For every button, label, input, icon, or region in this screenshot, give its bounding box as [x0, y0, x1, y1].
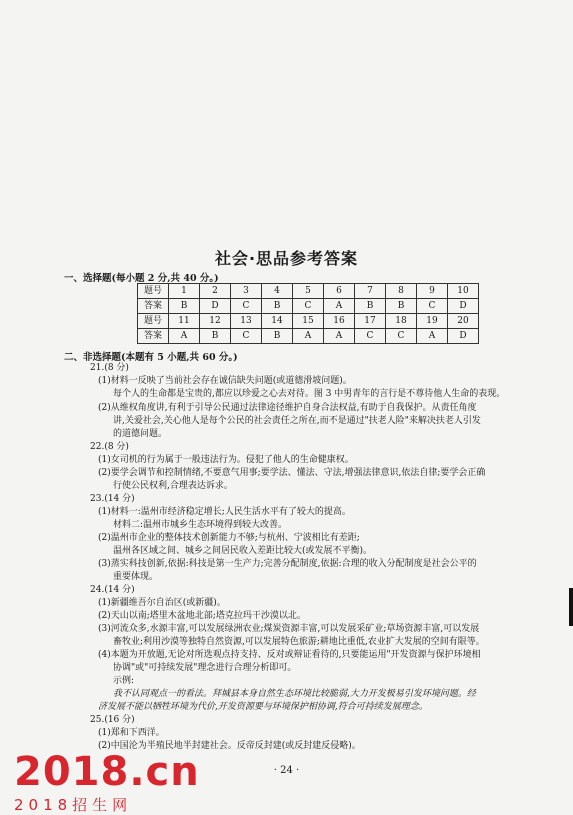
- text-line: 我不认同观点一的看法。拜城县本身自然生态环境比较脆弱,大力开发极易引发环境问题。经: [113, 689, 476, 699]
- table-row: [138, 314, 479, 329]
- text-line: 24.(14 分): [90, 585, 135, 595]
- text-line: (1)女司机的行为属于一般违法行为。侵犯了他人的生命健康权。: [98, 455, 354, 465]
- table-row: [138, 329, 479, 344]
- table-cell: A: [324, 299, 355, 314]
- table-cell: D: [200, 299, 231, 314]
- table-cell: 20: [448, 314, 479, 329]
- text-line: (1)郑和下西洋。: [98, 728, 165, 738]
- table-cell: 19: [417, 314, 448, 329]
- table-cell: C: [355, 329, 386, 344]
- table-cell: 2: [200, 284, 231, 299]
- table-cell: 17: [355, 314, 386, 329]
- table-cell: 11: [169, 314, 200, 329]
- table-cell: C: [386, 329, 417, 344]
- text-line: (2)温州市企业的整体技术创新能力不够;与杭州、宁波相比有差距;: [98, 533, 360, 543]
- table-cell: 14: [262, 314, 293, 329]
- section-heading-choice: 一、选择题(每小题 2 分,共 40 分。): [64, 273, 219, 284]
- text-line: 21.(8 分): [90, 363, 129, 373]
- table-cell: A: [169, 329, 200, 344]
- table-cell: 9: [417, 284, 448, 299]
- table-row-header: 题号: [138, 314, 169, 329]
- table-cell: D: [448, 329, 479, 344]
- text-line: (1)材料一反映了当前社会存在诚信缺失问题(或道德滑坡问题)。: [98, 376, 352, 386]
- page-title: 社会·思品参考答案: [214, 249, 359, 268]
- table-cell: 6: [324, 284, 355, 299]
- table-cell: D: [448, 299, 479, 314]
- text-line: 行使公民权利,合理表达诉求。: [113, 481, 233, 491]
- table-cell: C: [231, 329, 262, 344]
- watermark-sub-text: 2018招生网: [14, 796, 133, 814]
- text-line: 每个人的生命都是宝贵的,都应以珍爱之心去对待。图 3 中男青年的言行是不尊待他人生命的表现。: [113, 389, 506, 399]
- text-line: 23.(14 分): [90, 494, 135, 504]
- table-cell: 15: [293, 314, 324, 329]
- text-line: (3)河流众多,水源丰富,可以发展绿洲农业;煤炭资源丰富,可以发展采矿业;草场资源丰富,可以发展: [98, 624, 480, 634]
- table-cell: 18: [386, 314, 417, 329]
- table-cell: C: [417, 299, 448, 314]
- text-line: 25.(16 分): [90, 715, 135, 725]
- text-line: 协调"或"可持续发展"理念进行合理分析即可。: [113, 663, 297, 673]
- table-cell: B: [262, 299, 293, 314]
- table-cell: 10: [448, 284, 479, 299]
- table-cell: B: [200, 329, 231, 344]
- answer-table: [137, 283, 479, 344]
- binding-mark: [569, 588, 573, 626]
- watermark-main-text: 2018.cn: [14, 749, 200, 795]
- table-cell: 3: [231, 284, 262, 299]
- table-cell: 8: [386, 284, 417, 299]
- table-cell: A: [324, 329, 355, 344]
- table-cell: 12: [200, 314, 231, 329]
- table-cell: 7: [355, 284, 386, 299]
- text-line: (2)中国沦为半殖民地半封建社会。反帝反封建(或反封建反侵略)。: [98, 741, 361, 751]
- text-line: 示例:: [113, 676, 135, 686]
- text-line: 畜牧业;利用沙漠等独特自然资源,可以发展特色旅游;耕地比重低,农业扩大发展的空间有限等。: [113, 637, 485, 647]
- watermark-logo: [14, 749, 200, 815]
- table-cell: 16: [324, 314, 355, 329]
- text-line: 重要体现。: [113, 572, 159, 582]
- text-line: 温州各区域之间、城乡之间居民收入差距比较大(或发展不平衡)。: [113, 546, 373, 556]
- text-line: (2)天山以南;塔里木盆地北部;塔克拉玛干沙漠以北。: [98, 611, 306, 621]
- table-cell: B: [386, 299, 417, 314]
- table-cell: A: [417, 329, 448, 344]
- table-cell: 5: [293, 284, 324, 299]
- table-cell: C: [231, 299, 262, 314]
- table-cell: B: [355, 299, 386, 314]
- text-line: (4)本题为开放题,无论对所选观点持支持、反对或辩证看待的,只要能运用"开发资源与保护环境相: [98, 650, 481, 660]
- table-cell: B: [262, 329, 293, 344]
- table-row: [138, 299, 479, 314]
- section-heading-nonchoice: 二、非选择题(本题有 5 小题,共 60 分。): [64, 352, 238, 363]
- table-row-header: 答案: [138, 329, 169, 344]
- table-row-header: 题号: [138, 284, 169, 299]
- table-cell: C: [293, 299, 324, 314]
- text-line: 济发展不能以牺牲环境为代价,开发资源要与环境保护相协调,符合可持续发展理念。: [98, 702, 428, 712]
- text-line: (3)蒸实科技创新,依据:科技是第一生产力;完善分配制度,依据:合理的收入分配制度是社会公平的: [98, 559, 477, 569]
- table-cell: A: [293, 329, 324, 344]
- text-line: (2)要学会调节和控制情绪,不要意气用事;要学法、懂法、守法,增强法律意识,依法自律;要学会正确: [98, 468, 486, 478]
- text-line: 讲,关爱社会,关心他人是每个公民的社会责任之所在,而不是通过"扶老人险"来解决扶老人引发: [113, 416, 481, 426]
- text-line: (1)材料一:温州市经济稳定增长;人民生活水平有了较大的提高。: [98, 507, 351, 517]
- page-number: · 24 ·: [273, 765, 300, 776]
- text-line: (2)从维权角度讲,有利于引导公民通过法律途径维护自身合法权益,有助于自我保护。从责任角度: [98, 403, 477, 413]
- table-row-header: 答案: [138, 299, 169, 314]
- table-cell: 1: [169, 284, 200, 299]
- table-cell: B: [169, 299, 200, 314]
- text-line: 材料二:温州市城乡生态环境得到较大改善。: [113, 520, 288, 530]
- table-row: [138, 284, 479, 299]
- table-cell: 13: [231, 314, 262, 329]
- table-cell: 4: [262, 284, 293, 299]
- text-line: 的道德问题。: [113, 429, 168, 439]
- text-line: (1)新疆维吾尔自治区(或新疆)。: [98, 598, 226, 608]
- text-line: 22.(8 分): [90, 442, 129, 452]
